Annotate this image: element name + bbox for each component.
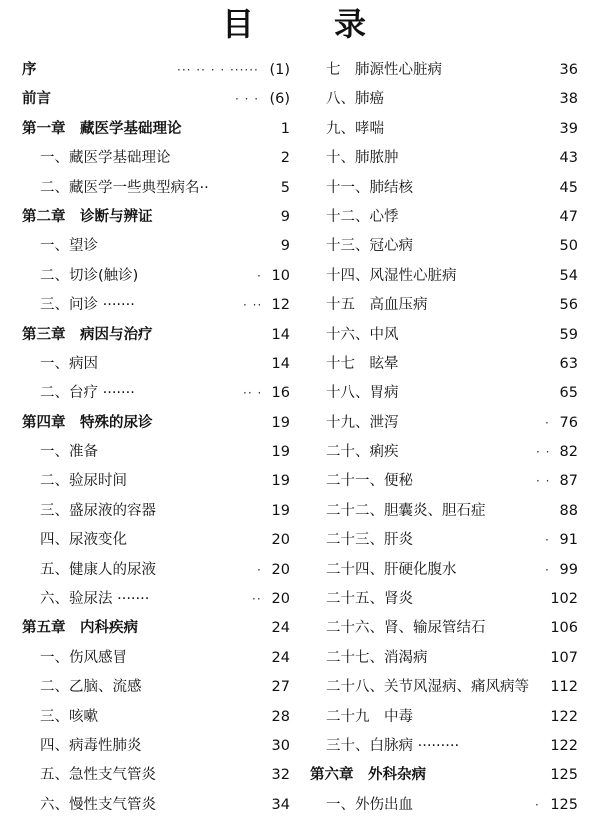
toc-entry-title: 十九、泄泻 <box>326 414 399 431</box>
toc-chapter-entry <box>22 321 292 350</box>
toc-section-entry <box>310 291 580 320</box>
toc-section-entry <box>310 350 580 379</box>
toc-section-entry <box>22 262 292 291</box>
toc-right-column <box>310 56 580 820</box>
toc-leader-dots: · · · <box>235 92 260 107</box>
toc-entry-title: 二十八、关节风湿病、痛风病等 <box>326 679 529 696</box>
toc-page-number: 19 <box>271 502 290 519</box>
toc-section-entry <box>310 732 580 761</box>
toc-section-entry <box>22 585 292 614</box>
toc-leader-dots: · <box>257 268 262 283</box>
toc-page-number: 1 <box>280 120 290 137</box>
toc-page-number: 59 <box>559 326 578 343</box>
toc-left-column <box>22 56 292 820</box>
toc-entry-title: 二、台疗 ······· <box>40 385 135 402</box>
toc-entry-title: 一、外伤出血 <box>326 796 413 813</box>
toc-entry-title: 一、准备 <box>40 444 98 461</box>
toc-section-entry <box>310 232 580 261</box>
toc-entry-title: 十、肺脓肿 <box>326 150 399 167</box>
toc-page-number: 34 <box>271 796 290 813</box>
toc-page-number: 9 <box>280 238 290 255</box>
toc-entry-title: 二十三、肝炎 <box>326 532 413 549</box>
toc-entry-title: 十五 高血压病 <box>326 297 428 314</box>
toc-page-number: 54 <box>559 267 578 284</box>
toc-entry-title: 十六、中风 <box>326 326 399 343</box>
toc-page-number: 9 <box>280 208 290 225</box>
toc-page-number: 16 <box>271 385 290 402</box>
toc-section-entry <box>310 438 580 467</box>
toc-section-entry <box>22 232 292 261</box>
toc-entry-title: 一、望诊 <box>40 238 98 255</box>
toc-section-entry <box>310 379 580 408</box>
toc-section-entry <box>22 703 292 732</box>
toc-page-number: 106 <box>550 620 578 637</box>
toc-entry-title: 二十、痢疾 <box>326 444 399 461</box>
toc-entry-title: 二十五、肾炎 <box>326 591 413 608</box>
toc-entry-title: 七 肺源性心脏病 <box>326 62 442 78</box>
toc-chapter-entry <box>310 761 580 790</box>
toc-entry-title: 第一章 藏医学基础理论 <box>22 120 182 137</box>
toc-entry-title: 四、尿液变化 <box>40 532 127 549</box>
toc-page-number: 38 <box>559 91 578 108</box>
title-char-2: 录 <box>334 5 367 43</box>
toc-section-entry <box>22 467 292 496</box>
toc-page-number: 99 <box>559 561 578 578</box>
toc-entry-title: 前言 <box>22 91 51 108</box>
toc-entry-title: 一、病因 <box>40 355 98 372</box>
toc-page-number: 2 <box>280 150 290 167</box>
toc-entry-title: 六、慢性支气管炎 <box>40 796 156 813</box>
toc-leader-dots: · · <box>536 445 551 460</box>
toc-entry-title: 十三、冠心病 <box>326 238 413 255</box>
toc-page-number: 125 <box>550 767 578 784</box>
toc-page-number: 20 <box>271 591 290 608</box>
toc-section-entry <box>22 761 292 790</box>
toc-page-number: 19 <box>271 473 290 490</box>
toc-section-entry <box>310 409 580 438</box>
toc-entry-title: 二十二、胆囊炎、胆石症 <box>326 502 486 519</box>
toc-page-number: 56 <box>559 297 578 314</box>
toc-section-entry <box>22 438 292 467</box>
toc-entry-title: 十一、肺结核 <box>326 179 413 196</box>
toc-section-entry <box>22 644 292 673</box>
toc-section-entry <box>22 350 292 379</box>
toc-page-number: 20 <box>271 532 290 549</box>
toc-entry-title: 五、急性支气管炎 <box>40 767 156 784</box>
toc-page-number: 112 <box>550 679 578 696</box>
toc-page-number: 12 <box>271 297 290 314</box>
toc-entry-title: 六、验尿法 ······· <box>40 591 150 608</box>
toc-entry-title: 第六章 外科杂病 <box>310 767 426 784</box>
toc-entry-title: 三、咳嗽 <box>40 708 98 725</box>
toc-section-entry <box>22 174 292 203</box>
toc-entry-title: 第二章 诊断与辨证 <box>22 208 153 225</box>
toc-entry-title: 十二、心悸 <box>326 208 399 225</box>
toc-leader-dots: · <box>535 797 540 812</box>
toc-page-number: 24 <box>271 649 290 666</box>
toc-section-entry <box>310 644 580 673</box>
toc-page-number: 32 <box>271 767 290 784</box>
toc-entry-title: 十八、胃病 <box>326 385 399 402</box>
toc-chapter-entry <box>22 409 292 438</box>
toc-section-entry <box>22 144 292 173</box>
toc-entry-title: 八、肺癌 <box>326 91 384 108</box>
toc-page-number: 36 <box>559 62 578 78</box>
toc-entry-title: 二、藏医学一些典型病名·· <box>40 179 209 196</box>
toc-entry-title: 第五章 内科疾病 <box>22 620 138 637</box>
toc-section-entry <box>310 56 580 85</box>
toc-page-number: 30 <box>271 737 290 754</box>
toc-chapter-entry <box>22 115 292 144</box>
toc-page-number: 63 <box>559 355 578 372</box>
toc-section-entry <box>310 497 580 526</box>
toc-leader-dots: · <box>545 415 550 430</box>
toc-entry-title: 十七 眩晕 <box>326 355 399 372</box>
toc-section-entry <box>310 791 580 820</box>
toc-section-entry <box>310 115 580 144</box>
toc-entry-title: 第三章 病因与治疗 <box>22 326 153 343</box>
toc-chapter-entry <box>22 56 292 85</box>
toc-page-number: 65 <box>559 385 578 402</box>
page-title <box>0 4 600 48</box>
toc-page-number: 39 <box>559 120 578 137</box>
toc-page-number: 24 <box>271 620 290 637</box>
toc-entry-title: 二、切诊(触诊) <box>40 267 139 284</box>
toc-leader-dots: · <box>545 562 550 577</box>
toc-entry-title: 二十九 中毒 <box>326 708 413 725</box>
toc-page-number: 122 <box>550 737 578 754</box>
toc-section-entry <box>22 791 292 820</box>
toc-entry-title: 九、哮喘 <box>326 120 384 137</box>
toc-section-entry <box>310 556 580 585</box>
toc-leader-dots: · <box>257 562 262 577</box>
toc-leader-dots: · · <box>536 474 551 489</box>
toc-page-number: 28 <box>271 708 290 725</box>
toc-entry-title: 一、藏医学基础理论 <box>40 150 171 167</box>
toc-chapter-entry <box>22 85 292 114</box>
toc-leader-dots: ··· ·· · · ······ <box>177 63 259 77</box>
toc-page-number: 122 <box>550 708 578 725</box>
toc-section-entry <box>310 673 580 702</box>
toc-entry-title: 十四、风湿性心脏病 <box>326 267 457 284</box>
toc-entry-title: 二十四、肝硬化腹水 <box>326 561 457 578</box>
toc-section-entry <box>310 85 580 114</box>
toc-section-entry <box>310 262 580 291</box>
toc-page-number: 27 <box>271 679 290 696</box>
toc-leader-dots: · <box>545 533 550 548</box>
toc-page-number: 82 <box>559 444 578 461</box>
toc-page-number: 87 <box>559 473 578 490</box>
toc-page-number: (1) <box>269 62 290 78</box>
toc-section-entry <box>310 526 580 555</box>
toc-entry-title: 序 <box>22 62 37 78</box>
toc-page-number: 88 <box>559 502 578 519</box>
toc-section-entry <box>22 732 292 761</box>
toc-section-entry <box>22 673 292 702</box>
toc-page-number: 19 <box>271 414 290 431</box>
toc-section-entry <box>22 526 292 555</box>
toc-page-number: 19 <box>271 444 290 461</box>
toc-entry-title: 三、盛尿液的容器 <box>40 502 156 519</box>
toc-page-number: 10 <box>271 267 290 284</box>
toc-chapter-entry <box>22 203 292 232</box>
toc-page-number: 14 <box>271 355 290 372</box>
toc-entry-title: 第四章 特殊的尿诊 <box>22 414 153 431</box>
toc-page-number: 50 <box>559 238 578 255</box>
toc-entry-title: 二十六、肾、输尿管结石 <box>326 620 486 637</box>
toc-page-number: 20 <box>271 561 290 578</box>
toc-section-entry <box>310 614 580 643</box>
toc-page-number: (6) <box>269 91 290 108</box>
toc-section-entry <box>22 497 292 526</box>
toc-page-number: 125 <box>550 796 578 813</box>
toc-section-entry <box>22 379 292 408</box>
toc-entry-title: 二十七、消渴病 <box>326 649 428 666</box>
toc-page-number: 76 <box>559 414 578 431</box>
toc-leader-dots: · ·· <box>243 298 263 313</box>
toc-section-entry <box>310 703 580 732</box>
toc-entry-title: 五、健康人的尿液 <box>40 561 156 578</box>
toc-entry-title: 三十、白脉病 ········· <box>326 737 460 754</box>
toc-section-entry <box>310 467 580 496</box>
toc-page-number: 107 <box>550 649 578 666</box>
toc-section-entry <box>22 556 292 585</box>
toc-page-number: 45 <box>559 179 578 196</box>
toc-entry-title: 一、伤风感冒 <box>40 649 127 666</box>
toc-page-number: 43 <box>559 150 578 167</box>
toc-page-number: 5 <box>280 179 290 196</box>
toc-entry-title: 三、问诊 ······· <box>40 297 135 314</box>
toc-leader-dots: ·· · <box>243 386 263 401</box>
toc-page-number: 102 <box>550 591 578 608</box>
title-char-1: 目 <box>222 5 255 43</box>
toc-entry-title: 二十一、便秘 <box>326 473 413 490</box>
toc-page-number: 47 <box>559 208 578 225</box>
toc-section-entry <box>310 321 580 350</box>
toc-section-entry <box>310 585 580 614</box>
toc-page-number: 14 <box>271 326 290 343</box>
toc-entry-title: 二、乙脑、流感 <box>40 679 142 696</box>
toc-page-number: 91 <box>559 532 578 549</box>
toc-section-entry <box>22 291 292 320</box>
toc-section-entry <box>310 203 580 232</box>
toc-section-entry <box>310 144 580 173</box>
toc-entry-title: 二、验尿时间 <box>40 473 127 490</box>
toc-chapter-entry <box>22 614 292 643</box>
toc-entry-title: 四、病毒性肺炎 <box>40 737 142 754</box>
toc-leader-dots: ·· <box>252 592 262 607</box>
toc-section-entry <box>310 174 580 203</box>
